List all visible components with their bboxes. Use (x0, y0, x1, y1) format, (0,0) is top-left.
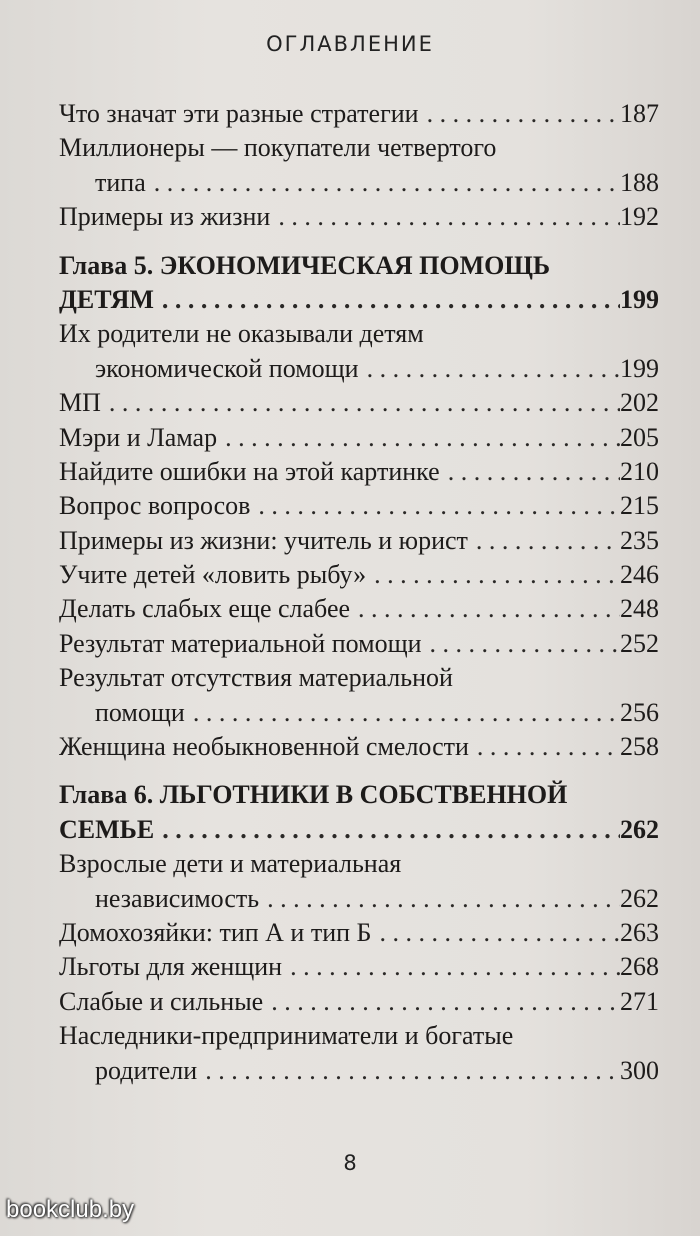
dot-leader (263, 985, 620, 1019)
dot-leader (154, 813, 620, 847)
dot-leader (469, 730, 620, 764)
dot-leader (270, 200, 620, 234)
entry-page-number: 199 (620, 284, 659, 314)
toc-entry (59, 882, 659, 916)
entry-title: Мэри и Ламар (59, 422, 218, 452)
entry-page-number: 246 (620, 560, 659, 590)
toc-entry (59, 558, 659, 592)
watermark: bookclub.by (6, 1196, 135, 1223)
entry-title: Что значат эти разные стратегии (59, 99, 419, 128)
entry-title: Слабые и сильные (59, 986, 264, 1016)
entry-page-number: 187 (620, 99, 659, 128)
entry-title: Миллионеры — покупатели четвертого (59, 133, 497, 163)
dot-leader (250, 489, 620, 523)
entry-page-number: 199 (620, 353, 659, 383)
entry-title: Результат материальной помощи (59, 628, 422, 658)
dot-leader (359, 352, 620, 386)
entry-title: Вопрос вопросов (59, 491, 251, 521)
toc-entry (59, 166, 659, 200)
chapter-title-line (59, 283, 659, 317)
entry-title: Учите детей «ловить рыбу» (59, 560, 367, 590)
entry-title: помощи (95, 697, 185, 727)
dot-leader (371, 916, 620, 950)
toc-entry (59, 696, 659, 730)
entry-page-number: 268 (620, 952, 659, 982)
entry-page-number: 262 (620, 883, 659, 913)
entry-title: МП (59, 388, 101, 418)
entry-title: родители (95, 1055, 198, 1085)
toc-entry (59, 627, 659, 661)
page-header: ОГЛАВЛЕНИЕ (266, 32, 434, 56)
toc-entry (59, 592, 659, 626)
entry-title: Глава 5. ЭКОНОМИЧЕСКАЯ ПОМОЩЬ (59, 250, 551, 280)
dot-leader (468, 524, 620, 558)
entry-page-number: 248 (620, 594, 659, 624)
toc-entry-line (59, 317, 659, 351)
entry-title: Льготы для женщин (59, 952, 283, 982)
toc-entry (59, 950, 659, 984)
entry-title: типа (95, 167, 146, 197)
chapter-heading (59, 249, 659, 318)
entry-title: Найдите ошибки на этой картинке (59, 456, 440, 486)
dot-leader (366, 558, 620, 592)
table-of-contents (59, 97, 659, 1088)
entry-title: независимость (95, 883, 260, 913)
entry-page-number: 256 (620, 697, 659, 727)
toc-entry-line (59, 1019, 659, 1053)
entry-page-number: 210 (620, 456, 659, 486)
entry-title: экономической помощи (95, 353, 359, 383)
dot-leader (422, 627, 620, 661)
dot-leader (259, 882, 620, 916)
entry-title: Домохозяйки: тип А и тип Б (59, 917, 372, 947)
toc-entry (59, 421, 659, 455)
toc-entry (59, 524, 659, 558)
entry-page-number: 188 (620, 167, 659, 197)
toc-entry (59, 916, 659, 950)
dot-leader (440, 455, 620, 489)
dot-leader (185, 696, 620, 730)
entry-page-number: 263 (620, 917, 659, 947)
toc-entry (59, 489, 659, 523)
dot-leader (350, 592, 620, 626)
toc-entry (59, 1054, 659, 1088)
chapter-heading (59, 778, 659, 847)
entry-title: СЕМЬЕ (59, 814, 155, 844)
toc-entry (59, 730, 659, 764)
entry-page-number: 192 (620, 202, 659, 232)
entry-title: Женщина необыкновенной смелости (59, 732, 469, 762)
entry-page-number: 205 (620, 422, 659, 452)
toc-entry (59, 200, 659, 234)
entry-title: Примеры из жизни: учитель и юрист (59, 525, 468, 555)
entry-title: Их родители не оказывали детям (59, 319, 424, 349)
chapter-title-line (59, 778, 659, 812)
dot-leader (217, 421, 620, 455)
toc-entry-line (59, 131, 659, 165)
chapter-title-line (59, 249, 659, 283)
dot-leader (101, 386, 620, 420)
dot-leader (146, 166, 620, 200)
chapter-title-line (59, 813, 659, 847)
dot-leader (154, 283, 620, 317)
toc-entry (59, 352, 659, 386)
entry-page-number: 235 (620, 525, 659, 555)
toc-entry (59, 455, 659, 489)
toc-entry (59, 97, 659, 131)
entry-page-number: 202 (620, 388, 659, 418)
dot-leader (282, 950, 620, 984)
entry-title: Делать слабых еще слабее (59, 594, 351, 624)
toc-entry (59, 386, 659, 420)
page-number: 8 (343, 1151, 357, 1175)
dot-leader (419, 97, 620, 131)
entry-title: Глава 6. ЛЬГОТНИКИ В СОБСТВЕННОЙ (59, 780, 568, 810)
entry-page-number: 300 (620, 1055, 659, 1085)
entry-page-number: 271 (620, 986, 659, 1016)
entry-page-number: 252 (620, 628, 659, 658)
entry-page-number: 215 (620, 491, 659, 521)
toc-entry-line (59, 661, 659, 695)
entry-page-number: 262 (620, 814, 659, 844)
entry-title: Взрослые дети и материальная (59, 849, 402, 879)
toc-entry (59, 985, 659, 1019)
entry-title: Результат отсутствия материальной (59, 663, 453, 693)
entry-page-number: 258 (620, 732, 659, 762)
entry-title: ДЕТЯМ (59, 284, 154, 314)
entry-title: Наследники-предприниматели и богатые (59, 1021, 514, 1051)
dot-leader (197, 1054, 620, 1088)
entry-title: Примеры из жизни (59, 202, 271, 232)
toc-entry-line (59, 847, 659, 881)
